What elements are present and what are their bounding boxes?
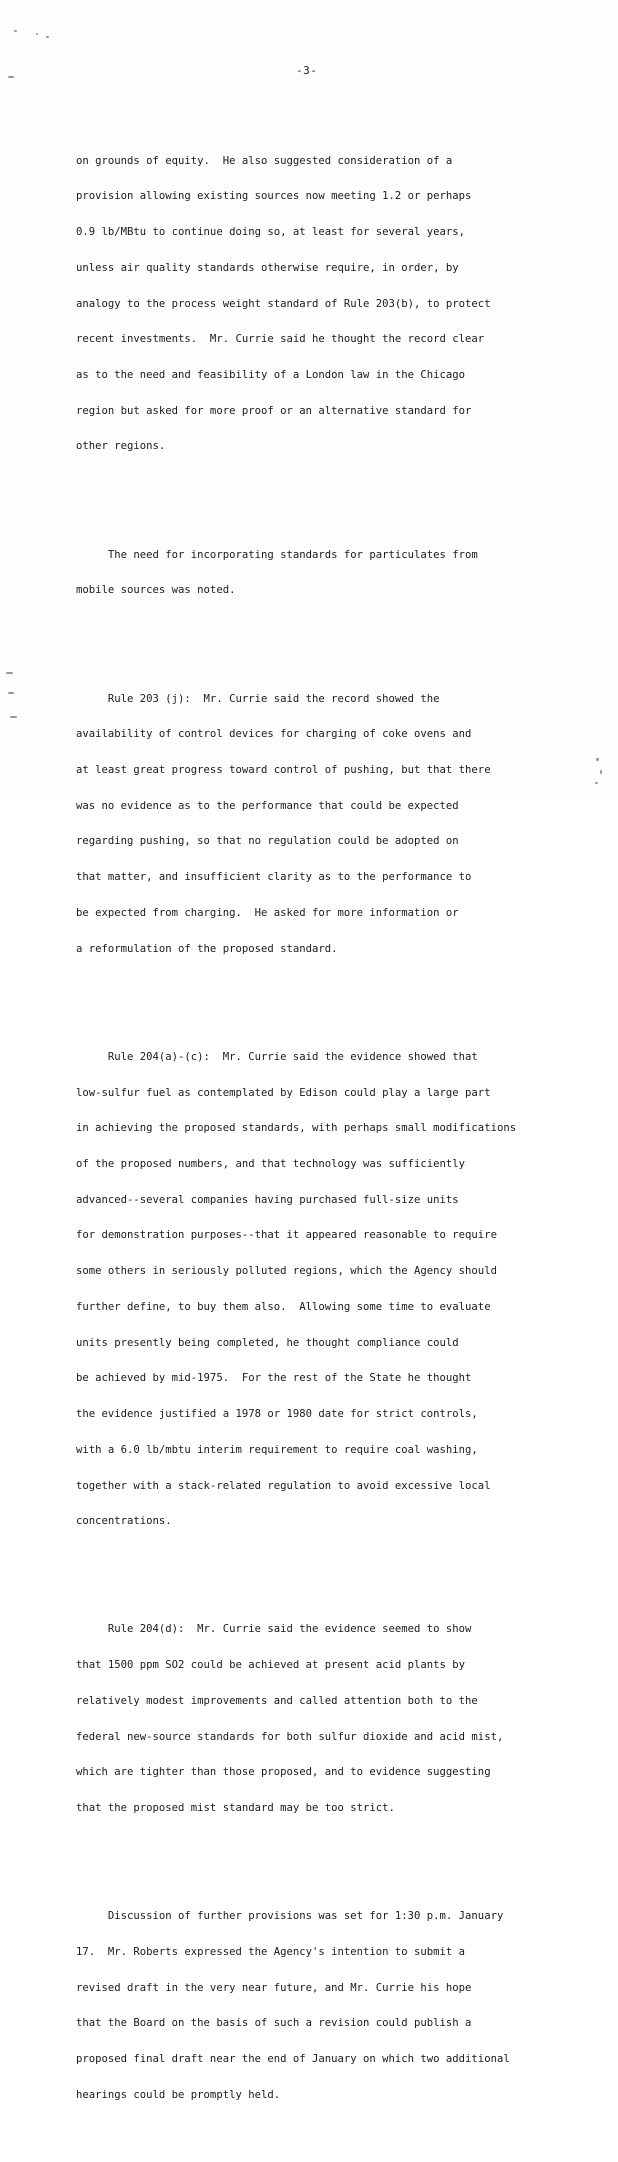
scan-speck <box>6 672 13 674</box>
text-line: availability of control devices for charging of coke ovens and <box>76 728 472 741</box>
text-line: low-sulfur fuel as contemplated by Edison could play a large part <box>76 1086 491 1099</box>
text-line: provision allowing existing sources now meeting 1.2 or perhaps <box>76 190 472 203</box>
text-line: which are tighter than those proposed, and to evidence suggesting <box>76 1766 491 1779</box>
paragraph-rule-204d <box>76 1601 586 1839</box>
text-line: other regions. <box>76 440 166 453</box>
scan-speck <box>8 692 14 694</box>
text-line: be expected from charging. He asked for more information or <box>76 906 459 919</box>
scan-speck <box>600 770 602 774</box>
scan-speck <box>595 782 598 784</box>
text-line: Rule 204(a)-(c): Mr. Currie said the evidence showed that <box>76 1050 478 1063</box>
document-body <box>76 108 586 2162</box>
text-line: 17. Mr. Roberts expressed the Agency's intention to submit a <box>76 1946 466 1959</box>
text-line: Rule 203 (j): Mr. Currie said the record showed the <box>76 692 440 705</box>
text-line: unless air quality standards otherwise require, in order, by <box>76 261 459 274</box>
text-line: at least great progress toward control of pushing, but that there <box>76 764 491 777</box>
text-line: hearings could be promptly held. <box>76 2088 281 2101</box>
scan-speck <box>14 30 17 32</box>
text-line: regarding pushing, so that no regulation could be adopted on <box>76 835 459 848</box>
text-line: further define, to buy them also. Allowing some time to evaluate <box>76 1300 491 1313</box>
text-line: for demonstration purposes--that it appeared reasonable to require <box>76 1229 497 1242</box>
text-line: region but asked for more proof or an alternative standard for <box>76 404 472 417</box>
text-line: on grounds of equity. He also suggested consideration of a <box>76 154 453 167</box>
paragraph-mobile-sources <box>76 526 586 621</box>
page-number: -3- <box>296 64 318 77</box>
text-line: together with a stack-related regulation to avoid excessive local <box>76 1479 491 1492</box>
text-line: advanced--several companies having purchased full-size units <box>76 1193 459 1206</box>
text-line: proposed final draft near the end of January on which two additional <box>76 2053 510 2066</box>
text-line: some others in seriously polluted regions, which the Agency should <box>76 1265 497 1278</box>
text-line: analogy to the process weight standard of Rule 203(b), to protect <box>76 297 491 310</box>
paragraph-further-discussion <box>76 1888 586 2126</box>
text-line: that 1500 ppm SO2 could be achieved at present acid plants by <box>76 1659 466 1672</box>
text-line: 0.9 lb/MBtu to continue doing so, at least for several years, <box>76 226 466 239</box>
text-line: be achieved by mid-1975. For the rest of the State he thought <box>76 1372 472 1385</box>
text-line: relatively modest improvements and called attention both to the <box>76 1694 478 1707</box>
text-line: units presently being completed, he thought compliance could <box>76 1336 459 1349</box>
text-line: mobile sources was noted. <box>76 584 236 597</box>
text-line: a reformulation of the proposed standard. <box>76 942 338 955</box>
scan-speck <box>10 716 17 718</box>
text-line: Rule 204(d): Mr. Currie said the evidence seemed to show <box>76 1623 472 1636</box>
text-line: as to the need and feasibility of a London law in the Chicago <box>76 368 466 381</box>
scan-speck <box>36 33 38 35</box>
text-line: Discussion of further provisions was set for 1:30 p.m. January <box>76 1910 504 1923</box>
text-line: recent investments. Mr. Currie said he thought the record clear <box>76 333 485 346</box>
text-line: the evidence justified a 1978 or 1980 date for strict controls, <box>76 1408 478 1421</box>
text-line: was no evidence as to the performance that could be expected <box>76 799 459 812</box>
scan-speck <box>46 36 49 38</box>
scan-speck <box>8 76 14 78</box>
text-line: that matter, and insufficient clarity as to the performance to <box>76 871 472 884</box>
text-line: that the Board on the basis of such a revision could publish a <box>76 2017 472 2030</box>
text-line: of the proposed numbers, and that technology was sufficiently <box>76 1158 466 1171</box>
paragraph-rule-204a-c <box>76 1028 586 1552</box>
text-line: concentrations. <box>76 1515 172 1528</box>
text-line: The need for incorporating standards for particulates from <box>76 548 478 561</box>
text-line: in achieving the proposed standards, with perhaps small modifications <box>76 1122 517 1135</box>
text-line: that the proposed mist standard may be too strict. <box>76 1802 395 1815</box>
scan-speck <box>596 758 599 761</box>
paragraph-rule-203j <box>76 670 586 980</box>
text-line: with a 6.0 lb/mbtu interim requirement to require coal washing, <box>76 1443 478 1456</box>
text-line: federal new-source standards for both sulfur dioxide and acid mist, <box>76 1730 504 1743</box>
paragraph-equity <box>76 132 586 477</box>
text-line: revised draft in the very near future, and Mr. Currie his hope <box>76 1981 472 1994</box>
